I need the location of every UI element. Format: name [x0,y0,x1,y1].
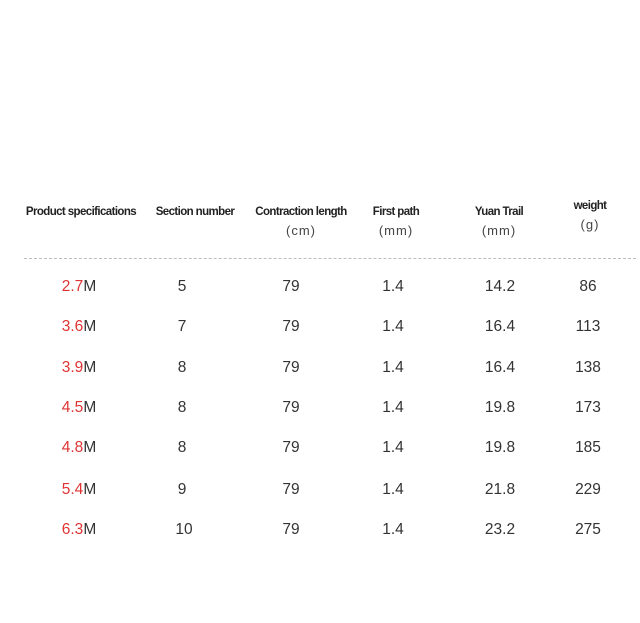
cell-sections: 10 [175,521,193,538]
cell-spec [44,481,114,499]
cell-first-path: 1.4 [382,521,404,538]
header-unit: (mm) [481,223,517,238]
spec-value: 4.8 [61,439,84,456]
cell-yuan-trail: 19.8 [484,399,516,416]
spec-unit: M [83,318,97,335]
header-label: weight [573,200,607,212]
cell-first-path: 1.4 [382,399,404,416]
header-divider [24,258,636,259]
cell-sections: 5 [177,278,187,295]
table-row [0,521,640,545]
header-unit: (cm) [286,223,316,238]
spec-value: 2.7 [61,278,84,295]
header-label: First path [372,206,420,218]
cell-first-path: 1.4 [382,439,404,456]
cell-yuan-trail: 23.2 [484,521,516,538]
cell-spec [44,399,114,417]
header-weight [564,199,616,232]
spec-value: 4.5 [61,399,84,416]
spec-unit: M [83,439,97,456]
spec-unit: M [83,521,97,538]
cell-length: 79 [282,399,300,416]
cell-first-path: 1.4 [382,359,404,376]
spec-unit: M [83,278,97,295]
table-row [0,318,640,342]
spec-value: 3.9 [61,359,84,376]
header-unit: (g) [580,217,600,232]
spec-value: 6.3 [61,521,84,538]
cell-weight: 113 [575,318,601,335]
spec-table [0,200,640,257]
cell-sections: 9 [177,481,187,498]
cell-weight: 86 [579,278,597,295]
header-section-number [149,205,241,219]
cell-weight: 229 [575,481,601,498]
cell-spec [44,439,114,457]
header-first-path [365,205,427,238]
header-yuan-trail [462,205,536,238]
cell-length: 79 [282,439,300,456]
cell-weight: 275 [575,521,601,538]
cell-length: 79 [282,481,300,498]
cell-sections: 8 [177,439,187,456]
cell-spec [44,359,114,377]
cell-first-path: 1.4 [382,481,404,498]
cell-spec [44,521,114,539]
spec-unit: M [83,359,97,376]
cell-weight: 173 [575,399,601,416]
cell-sections: 7 [177,318,187,335]
cell-yuan-trail: 21.8 [484,481,516,498]
cell-sections: 8 [177,399,187,416]
cell-length: 79 [282,278,300,295]
table-row [0,481,640,505]
header-label: Product specifications [25,206,137,218]
cell-yuan-trail: 16.4 [484,359,516,376]
cell-length: 79 [282,359,300,376]
cell-length: 79 [282,318,300,335]
cell-first-path: 1.4 [382,318,404,335]
header-label: Contraction length [255,206,347,218]
cell-yuan-trail: 16.4 [484,318,516,335]
spec-unit: M [83,399,97,416]
spec-unit: M [83,481,97,498]
cell-yuan-trail: 19.8 [484,439,516,456]
header-product-specifications [20,205,142,219]
cell-yuan-trail: 14.2 [484,278,516,295]
cell-spec [44,278,114,296]
cell-first-path: 1.4 [382,278,404,295]
cell-sections: 8 [177,359,187,376]
header-label: Yuan Trail [474,206,524,218]
cell-weight: 138 [575,359,601,376]
cell-length: 79 [282,521,300,538]
table-row [0,399,640,423]
spec-value: 5.4 [61,481,84,498]
spec-value: 3.6 [61,318,84,335]
cell-weight: 185 [575,439,601,456]
header-label: Section number [155,206,235,218]
cell-spec [44,318,114,336]
header-contraction-length [247,205,355,238]
table-header [0,200,640,257]
table-row [0,439,640,463]
table-row [0,278,640,302]
table-row [0,359,640,383]
header-unit: (mm) [378,223,414,238]
